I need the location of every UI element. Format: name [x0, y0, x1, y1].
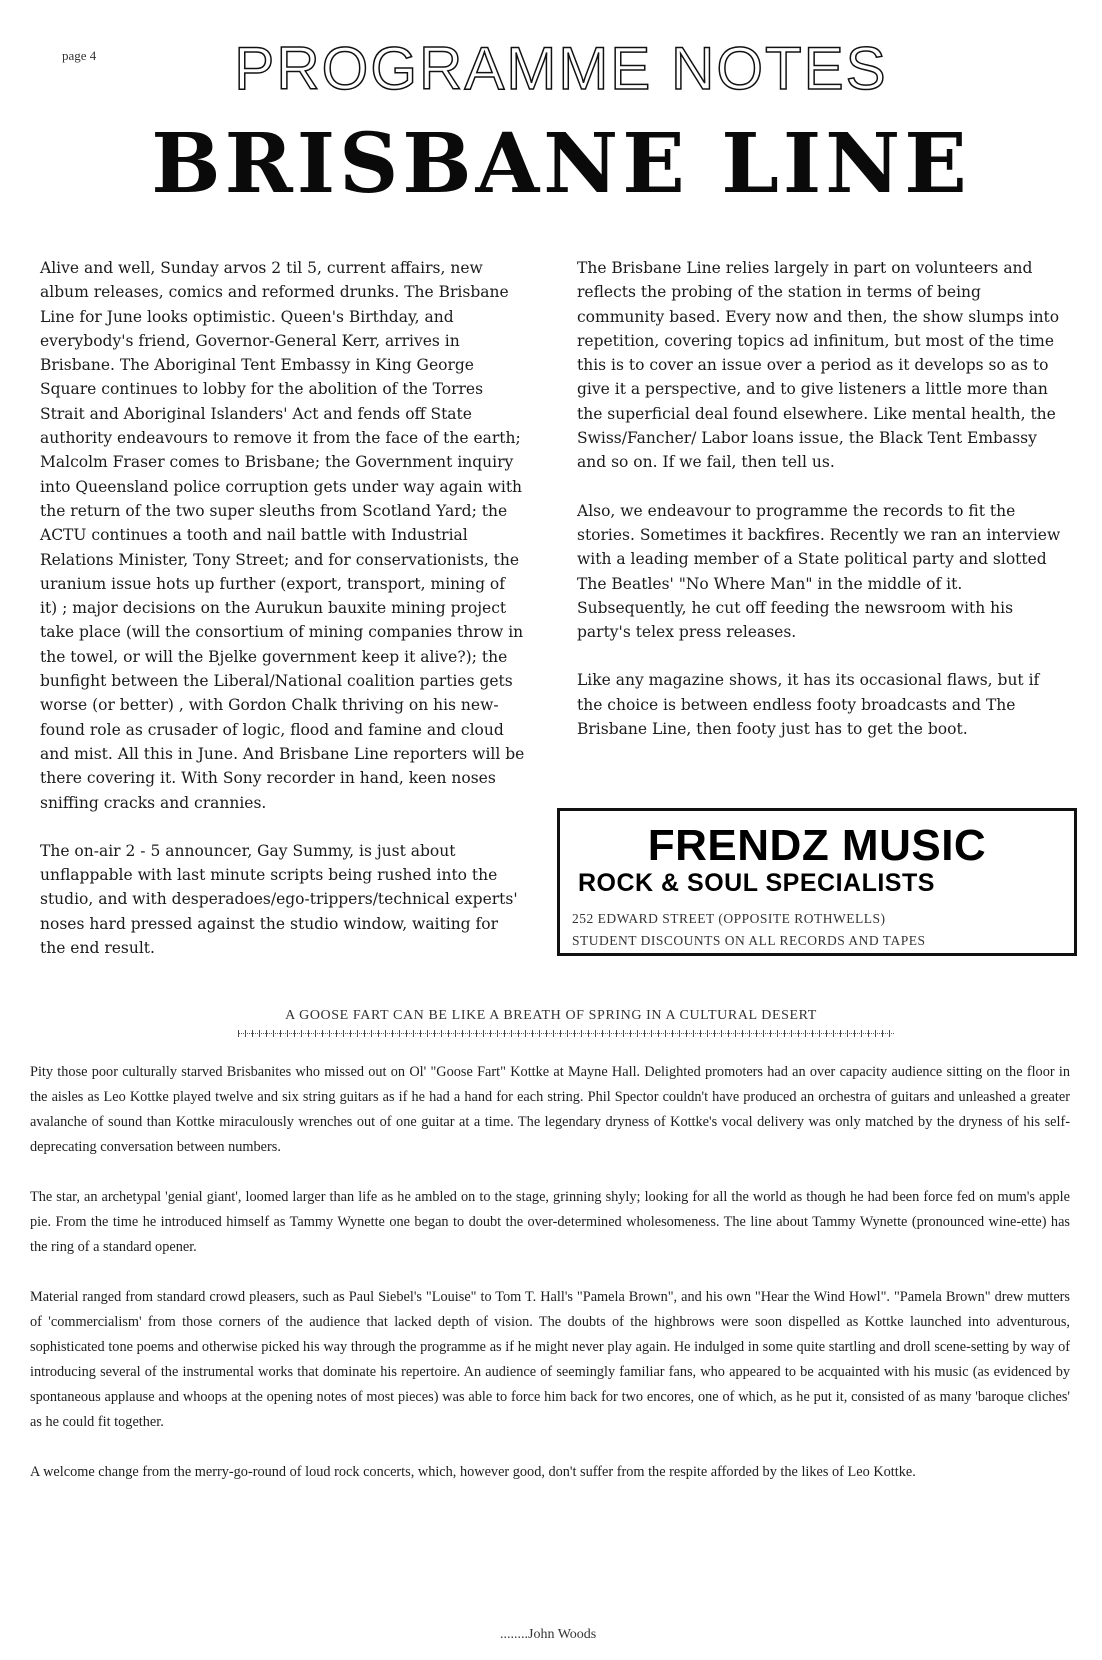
review-paragraph-3: Material ranged from standard crowd pleasers, such as Paul Siebel's "Louise" to Tom T. Hall's "Pamela Brown", and his own "Hear the Wind Howl". "Pamela Brown" drew mutters of 'commercialism' from those corners of the audience that lacked depth of vision. The doubts of the highbrows were soon dispelled as Kottke launched into adventurous, sophisticated tone poems and otherwise picked his way through the programme as if he might never play again. He indulged in some quite startling and droll scene-setting by way of introducing several of the instrumental works that dominate his repertoire. An audience of seemingly familiar fans, who appeared to be acquainted with his music (as evidenced by spontaneous applause and whoops at the opening notes of most pieces) was able to force him back for two encores, one of which, as he put it, consisted of as many 'baroque cliches' as he could fit together.: [30, 1289, 1070, 1430]
section-title: PROGRAMME NOTES: [234, 35, 888, 102]
advert-address: 252 EDWARD STREET (OPPOSITE ROTHWELLS): [572, 911, 886, 926]
frendz-music-advert: [557, 808, 1077, 956]
advert-discount: STUDENT DISCOUNTS ON ALL RECORDS AND TAPES: [572, 933, 926, 948]
right-paragraph-1: The Brisbane Line relies largely in part on volunteers and reflects the probing of the station in terms of being community based. Every now and then, the show slumps into repetition, covering topics ad infinitum, but most of the time this is to cover an issue over a period as it develops so as to give it a perspective, and to give listeners a little more than the superficial deal found elsewhere. Like mental health, the Swiss/Fancher/ Labor loans issue, the Black Tent Embassy and so on. If we fail, then tell us.: [577, 259, 1060, 472]
right-column: [577, 256, 1062, 765]
advert-tagline: ROCK & SOUL SPECIALISTS: [578, 869, 935, 897]
author-signoff: ........John Woods: [500, 1627, 597, 1642]
review-paragraph-4: A welcome change from the merry-go-round of loud rock concerts, which, however good, don't suffer from the respite afforded by the likes of Leo Kottke.: [30, 1464, 916, 1480]
left-paragraph-2: The on-air 2 - 5 announcer, Gay Summy, is just about unflappable with last minute scripts being rushed into the studio, and with desperadoes/ego-trippers/technical experts' noses hard pressed against the studio window, waiting for the end result.: [40, 841, 518, 958]
right-paragraph-3: Like any magazine shows, it has its occasional flaws, but if the choice is between endless footy broadcasts and The Brisbane Line, then footy just has to get the boot.: [577, 671, 1040, 739]
right-paragraph-2: Also, we endeavour to programme the records to fit the stories. Sometimes it backfires. Recently we ran an interview with a leading member of a State political party and slotted The Beatles' "No Where Man" in the middle of it. Subsequently, he cut off feeding the newsroom with his party's telex press releases.: [577, 501, 1061, 642]
review-paragraph-1: Pity those poor culturally starved Brisbanites who missed out on Ol' "Goose Fart" Kottke at Mayne Hall. Delighted promoters had an over capacity audience sitting on the floor in the aisles as Leo Kottke played twelve and six string guitars as if he had a hand for each string. Phil Spector couldn't have produced an orchestra of guitars and unleashed a greater avalanche of sound than Kottke miraculously wrenches out of one guitar at a time. The legendary dryness of Kottke's vocal delivery was only matched by the dryness of his self-deprecating conversation between numbers.: [30, 1064, 1070, 1155]
main-title: BRISBANE LINE: [151, 116, 971, 212]
review-paragraph-2: The star, an archetypal 'genial giant', loomed larger than life as he ambled on to the stage, grinning shyly; looking for all the world as though he had been force fed on mum's apple pie. From the time he introduced himself as Tammy Wynette one began to doubt the over-determined wholesomeness. The line about Tammy Wynette (pronounced wine-ette) has the ring of a standard opener.: [30, 1189, 1070, 1255]
concert-review: [30, 1060, 1070, 1510]
left-column: [40, 256, 525, 984]
advert-store-name: FRENDZ MUSIC: [647, 821, 987, 870]
review-divider: [238, 1030, 894, 1037]
left-paragraph-1: Alive and well, Sunday arvos 2 til 5, current affairs, new album releases, comics and reformed drunks. The Brisbane Line for June looks optimistic. Queen's Birthday, and everybody's friend, Governor-General Kerr, arrives in Brisbane. The Aboriginal Tent Embassy in King George Square continues to lobby for the abolition of the Torres Strait and Aboriginal Islanders' Act and fends off State authority endeavours to remove it from the face of the earth; Malcolm Fraser comes to Brisbane; the Government inquiry into Queensland police corruption gets under way again with the return of the two super sleuths from Scotland Yard; the ACTU continues a tooth and nail battle with Industrial Relations Minister, Tony Street; and for conservationists, the uranium issue hots up further (export, transport, mining of it) ; major decisions on the Aurukun bauxite mining project take place (will the consortium of mining companies throw in the towel, or will the Bjelke government keep it alive?); the bunfight between the Liberal/National coalition parties gets worse (or better) , with Gordon Chalk thriving on his new-found role as crusader of logic, flood and famine and cloud and mist. All this in June. And Brisbane Line reporters will be there covering it. With Sony recorder in hand, keen noses sniffing cracks and crannies.: [40, 259, 525, 812]
page-number: page 4: [62, 48, 97, 63]
review-heading: A GOOSE FART CAN BE LIKE A BREATH OF SPRING IN A CULTURAL DESERT: [285, 1008, 817, 1023]
